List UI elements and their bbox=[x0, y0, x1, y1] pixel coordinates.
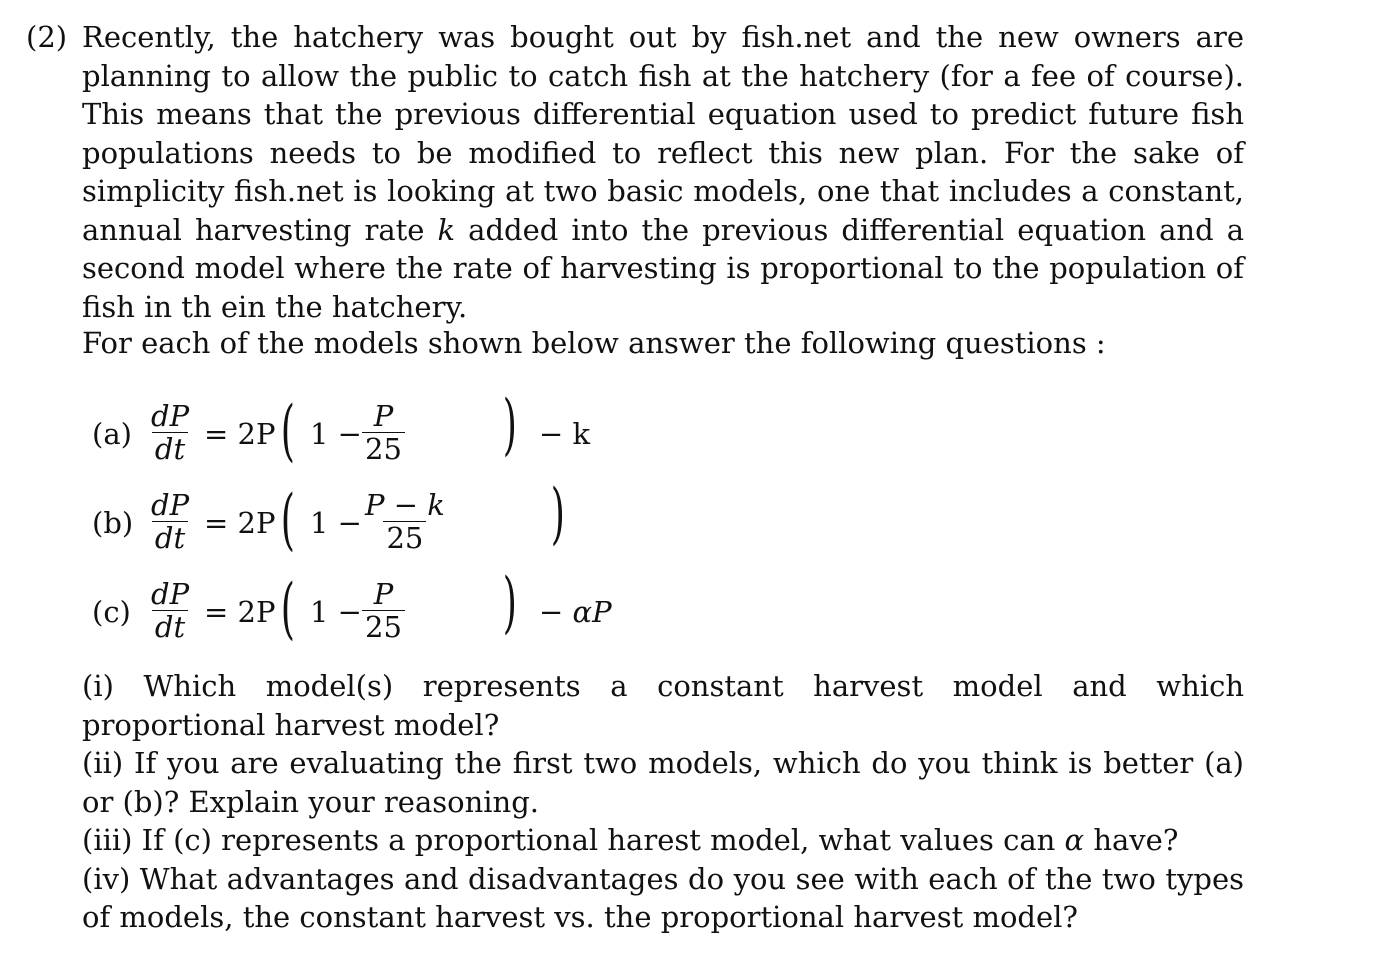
intro-variable-k: k bbox=[437, 212, 456, 247]
equation-a bbox=[92, 386, 612, 476]
question-text: (i) Which model(s) represents a constant harvest model and which proportional harvest model? bbox=[82, 669, 1244, 742]
fraction-denominator: 25 bbox=[383, 521, 426, 554]
derivative-fraction bbox=[148, 578, 192, 643]
fraction-denominator: dt bbox=[152, 432, 188, 465]
question-iii bbox=[82, 821, 1244, 860]
equation-label: (c) bbox=[92, 595, 131, 629]
equals-term: = 2P bbox=[204, 417, 276, 451]
equation-c bbox=[92, 564, 612, 654]
derivative-fraction bbox=[148, 489, 192, 554]
intro-text-1: Recently, the hatchery was bought out by fish.net and the new owners are planning to allow the public to catch fish at the hatchery (for a fee of course). This means that the previous differential equation used to predict future fish populations needs to be modified to reflect this new plan. For the sake of simplicity fish.net is looking at two basic models, one that includes a constant, annual harvesting rate bbox=[82, 20, 1244, 247]
one-minus: 1 − bbox=[310, 417, 362, 451]
fraction-numerator: dP bbox=[151, 399, 190, 433]
instruction-line: For each of the models shown below answer the following questions : bbox=[82, 326, 1106, 360]
question-text: (iv) What advantages and disadvantages do you see with each of the two types of models, the constant harvest vs. the proportional harvest model? bbox=[82, 861, 1244, 934]
one-minus: 1 − bbox=[310, 506, 362, 540]
close-paren: ) bbox=[550, 475, 565, 552]
problem-number: (2) bbox=[26, 20, 68, 54]
equation-b bbox=[92, 475, 612, 565]
intro-text-2: added into the previous differential equation and a second model where the rate of harvesting is proportional to the population of fish in th ein the hatchery. bbox=[82, 212, 1244, 324]
problem-intro bbox=[82, 18, 1244, 326]
fraction-denominator: dt bbox=[152, 610, 188, 643]
close-paren: ) bbox=[502, 564, 517, 641]
inner-fraction bbox=[362, 489, 448, 554]
question-iv bbox=[82, 860, 1244, 937]
question-text: have? bbox=[1084, 823, 1179, 857]
fraction-denominator: dt bbox=[152, 521, 188, 554]
fraction-numerator: dP bbox=[151, 577, 190, 611]
question-text: (iii) If (c) represents a proportional harest model, what values can bbox=[82, 823, 1065, 857]
inner-fraction bbox=[362, 578, 405, 643]
open-paren: ( bbox=[280, 570, 295, 647]
tail-term: − αP bbox=[539, 595, 612, 629]
fraction-numerator: P − k bbox=[365, 488, 445, 522]
equals-term: = 2P bbox=[204, 595, 276, 629]
close-paren: ) bbox=[502, 386, 517, 463]
question-text: (ii) If you are evaluating the first two models, which do you think is better (a) or (b)? Explain your reasoning. bbox=[82, 746, 1244, 819]
fraction-numerator: P bbox=[373, 577, 394, 611]
fraction-numerator: P bbox=[373, 399, 394, 433]
inner-fraction bbox=[362, 400, 405, 465]
questions-list bbox=[82, 667, 1244, 937]
one-minus: 1 − bbox=[310, 595, 362, 629]
question-i bbox=[82, 667, 1244, 744]
question-variable-alpha: α bbox=[1064, 823, 1085, 857]
equation-label: (b) bbox=[92, 506, 134, 540]
tail-term: − k bbox=[539, 417, 591, 451]
fraction-numerator: dP bbox=[151, 488, 190, 522]
fraction-denominator: 25 bbox=[362, 432, 405, 465]
open-paren: ( bbox=[280, 392, 295, 469]
fraction-denominator: 25 bbox=[362, 610, 405, 643]
question-ii bbox=[82, 744, 1244, 821]
open-paren: ( bbox=[280, 481, 295, 558]
equation-label: (a) bbox=[92, 417, 132, 451]
equals-term: = 2P bbox=[204, 506, 276, 540]
derivative-fraction bbox=[148, 400, 192, 465]
